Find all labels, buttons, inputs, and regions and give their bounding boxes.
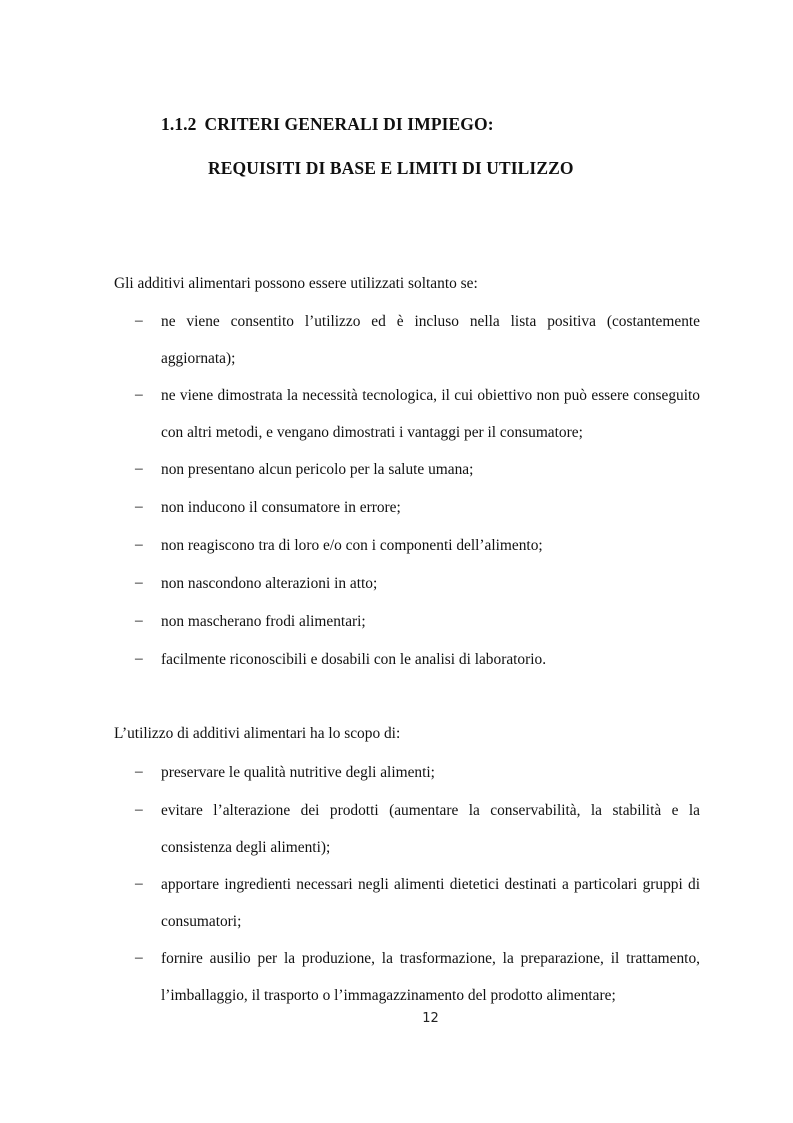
section-number: 1.1.2 xyxy=(161,114,197,134)
list-item-text: evitare l’alterazione dei prodotti (aumentare la conservabilità, la stabilità e la consistenza degli alimenti); xyxy=(161,802,700,856)
list-item-text: non inducono il consumatore in errore; xyxy=(161,499,401,516)
bullet-dash: – xyxy=(135,536,143,553)
list-item xyxy=(114,649,700,687)
bullet-dash: – xyxy=(135,312,143,329)
list-item-text: ne viene dimostrata la necessità tecnologica, il cui obiettivo non può essere conseguito con altri metodi, e vengano dimostrati i vantaggi per il consumatore; xyxy=(161,387,700,441)
bullet-dash: – xyxy=(135,949,143,966)
section-heading xyxy=(161,114,494,135)
section-title-line2: REQUISITI DI BASE E LIMITI DI UTILIZZO xyxy=(208,158,574,178)
list-item xyxy=(114,311,700,385)
list-item-text: non reagiscono tra di loro e/o con i componenti dell’alimento; xyxy=(161,537,543,554)
section-title-line1: CRITERI GENERALI DI IMPIEGO: xyxy=(204,114,494,134)
bullet-dash: – xyxy=(135,763,143,780)
bullet-dash: – xyxy=(135,574,143,591)
list-item-text: non presentano alcun pericolo per la salute umana; xyxy=(161,461,474,478)
bullet-dash: – xyxy=(135,498,143,515)
bullet-dash: – xyxy=(135,650,143,667)
list-item xyxy=(114,874,700,948)
list-item-text: fornire ausilio per la produzione, la trasformazione, la preparazione, il trattamento, l’imballaggio, il trasporto o l’immagazzinamento del prodotto alimentare; xyxy=(161,950,700,1004)
list-item xyxy=(114,800,700,874)
bullet-dash: – xyxy=(135,801,143,818)
list-item-text: non mascherano frodi alimentari; xyxy=(161,613,366,630)
intro-paragraph-1: Gli additivi alimentari possono essere utilizzati soltanto se: xyxy=(114,275,478,292)
list-item-text: facilmente riconoscibili e dosabili con le analisi di laboratorio. xyxy=(161,651,547,668)
list-item-text: apportare ingredienti necessari negli alimenti dietetici destinati a particolari gruppi di consumatori; xyxy=(161,876,700,930)
requirements-list xyxy=(114,311,700,687)
bullet-dash: – xyxy=(135,612,143,629)
purposes-list xyxy=(114,762,700,1022)
bullet-dash: – xyxy=(135,386,143,403)
bullet-dash: – xyxy=(135,460,143,477)
page-number: 12 xyxy=(422,1011,439,1026)
bullet-dash: – xyxy=(135,875,143,892)
list-item-text: non nascondono alterazioni in atto; xyxy=(161,575,378,592)
intro-paragraph-2: L’utilizzo di additivi alimentari ha lo scopo di: xyxy=(114,725,401,742)
list-item-text: ne viene consentito l’utilizzo ed è incluso nella lista positiva (costantemente aggiornata); xyxy=(161,313,700,367)
list-item-text: preservare le qualità nutritive degli alimenti; xyxy=(161,764,435,781)
list-item xyxy=(114,385,700,459)
